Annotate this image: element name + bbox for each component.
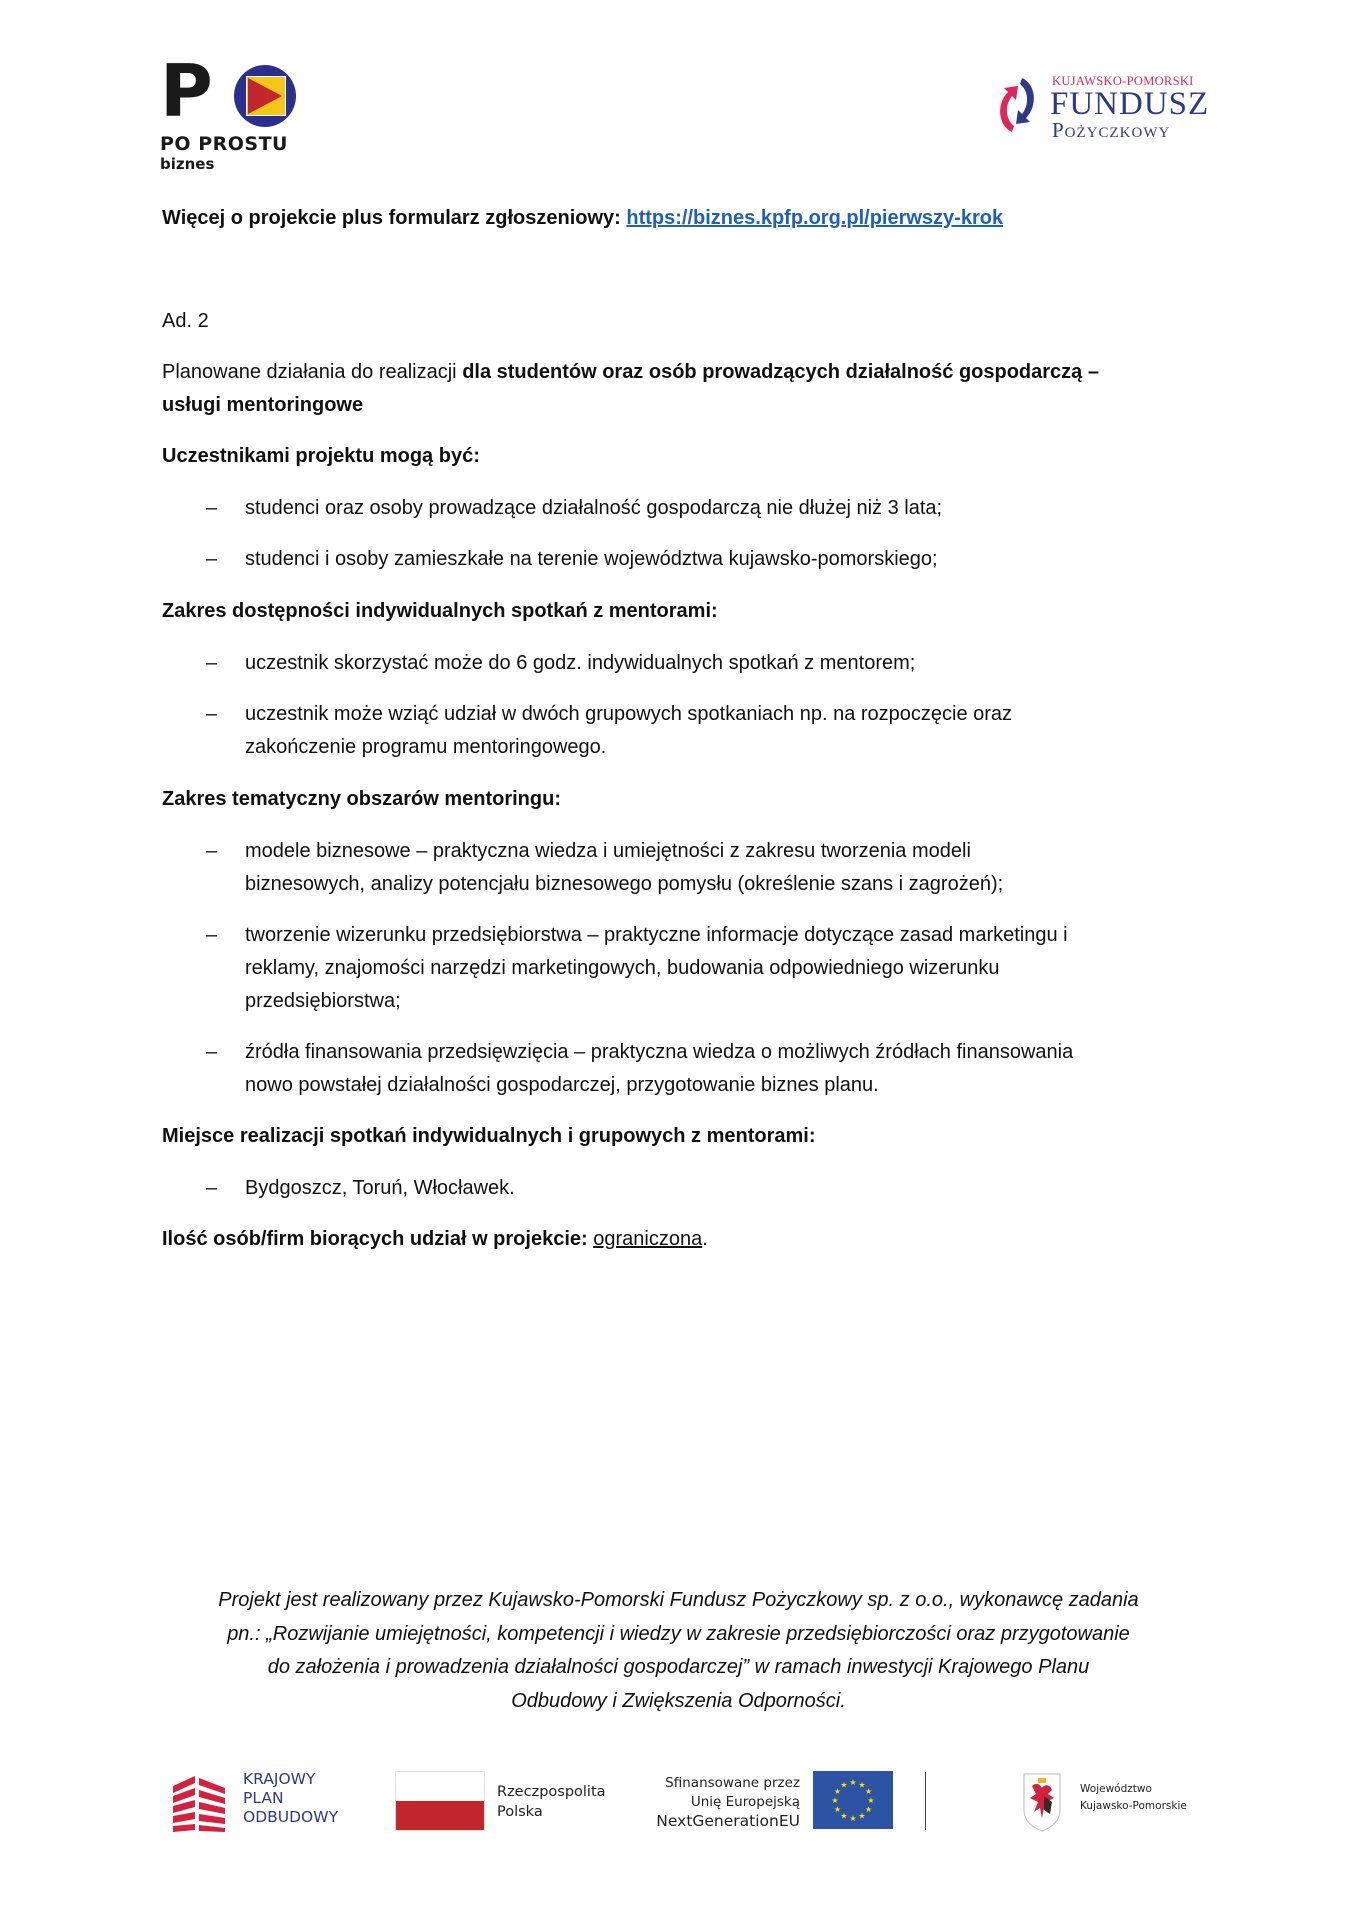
wojewodztwo-text <box>1080 1781 1187 1815</box>
eu-star-icon: ★ <box>849 1778 857 1787</box>
capacity-value: ograniczona <box>593 1228 703 1250</box>
kpo-line3: ODBUDOWY <box>243 1808 339 1826</box>
kpfp-logo-line3: Pożyczkowy <box>1052 118 1171 142</box>
kpo-bars-icon <box>173 1772 228 1832</box>
capacity-label: Ilość osób/firm biorących udział w projekcie: <box>162 1228 588 1250</box>
woj-line2: Kujawsko-Pomorskie <box>1080 1800 1187 1812</box>
eu-stars-icon <box>813 1771 893 1829</box>
eu-star-icon: ★ <box>840 1811 848 1821</box>
dash-bullet-icon: – <box>206 703 218 725</box>
circular-arrows-icon <box>992 74 1042 136</box>
kpo-logo-text <box>243 1770 338 1827</box>
rp-line2: Polska <box>497 1804 543 1820</box>
list-item-text: tworzenie wizerunku przedsiębiorstwa – praktyczne informacje dotyczące zasad marketingu i <box>245 924 1068 946</box>
capacity-suffix: . <box>702 1228 708 1250</box>
dash-bullet-icon: – <box>206 652 218 674</box>
list-item-text-cont: zakończenie programu mentoringowego. <box>245 736 607 758</box>
logo-text-biznes: biznes <box>160 155 215 173</box>
eu-line3: NextGenerationEU <box>656 1812 800 1830</box>
eu-star-icon: ★ <box>867 1796 875 1805</box>
eu-star-icon: ★ <box>849 1814 857 1823</box>
list-item-text: studenci oraz osoby prowadzące działalność gospodarczą nie dłużej niż 3 lata; <box>245 497 943 519</box>
list-item-text-cont: przedsiębiorstwa; <box>245 990 401 1012</box>
list-item-text: studenci i osoby zamieszkałe na terenie województwa kujawsko-pomorskiego; <box>245 548 938 570</box>
eu-star-icon: ★ <box>833 1787 841 1796</box>
play-triangle-icon <box>248 78 282 114</box>
eu-star-icon: ★ <box>865 1787 873 1796</box>
planned-prefix: Planowane działania do realizacji <box>162 361 463 383</box>
footer-note-line: do założenia i prowadzenia działalności gospodarczej” w ramach inwestycji Krajowego Planu <box>267 1656 1090 1678</box>
polish-flag-icon <box>395 1771 485 1831</box>
dash-bullet-icon: – <box>206 924 218 946</box>
list-item-text: źródła finansowania przedsięwzięcia – praktyczna wiedza o możliwych źródłach finansowania <box>245 1041 1074 1063</box>
location-heading: Miejsce realizacji spotkań indywidualnych i grupowych z mentorami: <box>162 1125 816 1147</box>
eu-line1: Sfinansowane przez <box>665 1775 800 1791</box>
availability-heading: Zakres dostępności indywidualnych spotkań z mentorami: <box>162 600 718 622</box>
list-item-text-cont: biznesowych, analizy potencjału biznesowego pomysłu (określenie szans i zagrożeń); <box>245 873 1004 895</box>
topics-heading: Zakres tematyczny obszarów mentoringu: <box>162 788 561 810</box>
intro-line <box>162 202 1003 235</box>
eu-line2: Unię Europejską <box>690 1794 800 1810</box>
dash-bullet-icon: – <box>206 497 218 519</box>
rzeczpospolita-polska-text <box>497 1782 606 1822</box>
planned-bold-text: dla studentów oraz osób prowadzących działalność gospodarczą – <box>462 361 1099 383</box>
eu-funding-text <box>640 1774 800 1831</box>
list-item-text-cont: reklamy, znajomości narzędzi marketingowych, budowania odpowiedniego wizerunku <box>245 957 1000 979</box>
kpfp-logo <box>992 68 1222 148</box>
project-link[interactable]: https://biznes.kpfp.org.pl/pierwszy-krok <box>626 207 1004 229</box>
list-item-text: uczestnik skorzystać może do 6 godz. indywidualnych spotkań z mentorem; <box>245 652 916 674</box>
eu-star-icon: ★ <box>833 1805 841 1814</box>
eu-star-icon: ★ <box>840 1780 848 1790</box>
footer-note <box>150 1584 1207 1718</box>
dash-bullet-icon: – <box>206 1177 218 1199</box>
rp-line1: Rzeczpospolita <box>497 1784 606 1800</box>
kpfp-logo-line1: KUJAWSKO-POMORSKI <box>1052 74 1194 88</box>
dash-bullet-icon: – <box>206 548 218 570</box>
krajowy-plan-odbudowy-logo <box>173 1770 373 1834</box>
woj-line1: Województwo <box>1080 1783 1152 1795</box>
logo-text-po-prostu: PO PROSTU <box>160 133 288 155</box>
planned-activities-line1 <box>162 356 1099 389</box>
list-item-text: Bydgoszcz, Toruń, Włocławek. <box>245 1177 515 1199</box>
participants-heading: Uczestnikami projektu mogą być: <box>162 445 480 467</box>
footer-divider <box>925 1772 926 1830</box>
eu-star-icon: ★ <box>865 1805 873 1814</box>
intro-label: Więcej o projekcie plus formularz zgłoszeniowy: <box>162 207 621 229</box>
list-item-text: modele biznesowe – praktyczna wiedza i umiejętności z zakresu tworzenia modeli <box>245 840 971 862</box>
dash-bullet-icon: – <box>206 1041 218 1063</box>
po-prostu-biznes-logo <box>160 49 300 173</box>
kpo-line1: KRAJOWY <box>243 1770 316 1788</box>
list-item-text-cont: nowo powstałej działalności gospodarczej, przygotowanie biznes planu. <box>245 1074 879 1096</box>
coat-of-arms-icon <box>1022 1772 1062 1832</box>
list-item-text: uczestnik może wziąć udział w dwóch grupowych spotkaniach np. na rozpoczęcie oraz <box>245 703 1013 725</box>
logo-letter-p: P <box>160 49 211 133</box>
eu-flag-icon <box>813 1771 893 1829</box>
planned-activities-line2: usługi mentoringowe <box>162 394 364 416</box>
footer-note-line: Projekt jest realizowany przez Kujawsko-Pomorski Fundusz Pożyczkowy sp. z o.o., wykonawcę zadania <box>218 1589 1139 1611</box>
kpo-line2: PLAN <box>243 1789 284 1807</box>
eu-star-icon: ★ <box>858 1811 866 1821</box>
dash-bullet-icon: – <box>206 840 218 862</box>
footer-note-line: pn.: „Rozwijanie umiejętności, kompetencji i wiedzy w zakresie przedsiębiorczości oraz przygotowanie <box>227 1622 1130 1645</box>
eu-star-icon: ★ <box>858 1780 866 1790</box>
footer-note-line: Odbudowy i Zwiększenia Odporności. <box>511 1689 846 1712</box>
eu-star-icon: ★ <box>831 1796 839 1805</box>
section-reference: Ad. 2 <box>162 310 209 332</box>
capacity-line <box>162 1223 708 1256</box>
kpfp-logo-line2: FUNDUSZ <box>1050 86 1210 122</box>
